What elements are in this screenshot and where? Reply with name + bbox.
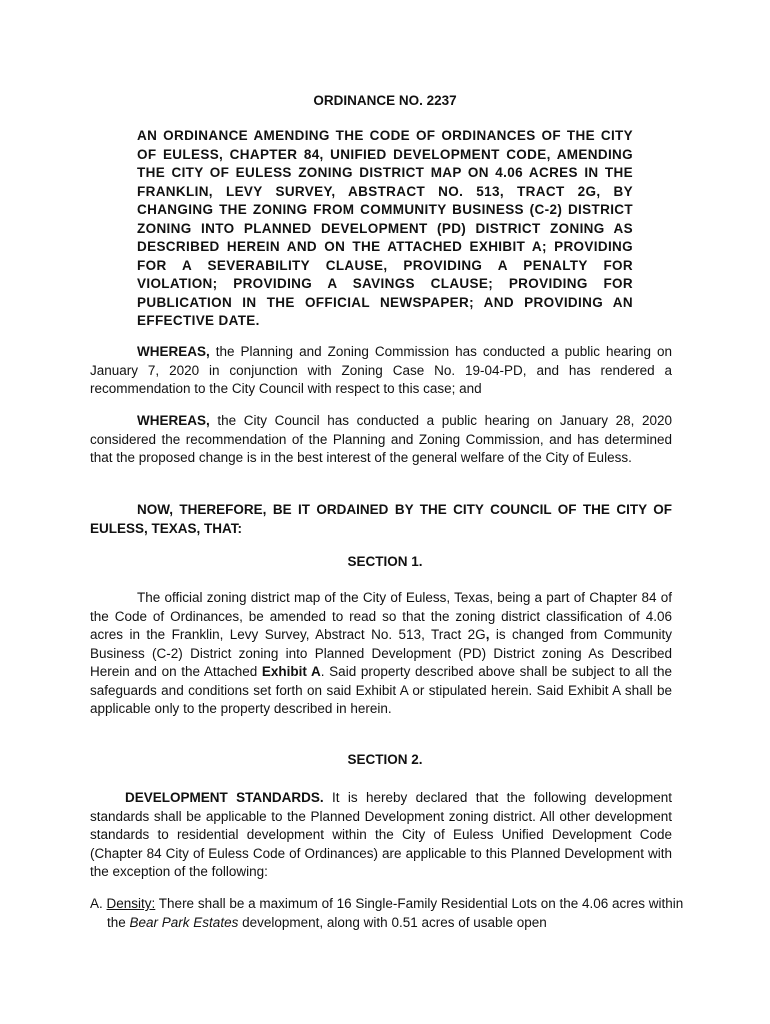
list-item-density — [90, 895, 697, 932]
whereas-text: the City Council has conducted a public hearing on January 28, 2020 considered the recommendation of the Planning and Zoning Commission, and has determined that the proposed change is in the best interest of the general welfare of the City of Euless. — [90, 413, 672, 465]
density-label: Density: — [106, 896, 156, 911]
density-text: There shall be a maximum of 16 Single-Family Residential Lots on the 4.06 acres within the — [107, 896, 684, 930]
exhibit-reference: Exhibit A — [261, 664, 321, 679]
section-2-text: It is hereby declared that the following development standards shall be applicable to the Planned Development zoning district. All other development standards to residential development within the City of Euless Unified Development Code (Chapter 84 City of Euless Code of Ordinances) are applicable to this Planned Development with the exception of the following: — [90, 790, 673, 879]
whereas-paragraph-2 — [90, 412, 672, 468]
section-2-paragraph — [90, 789, 672, 882]
whereas-lead: WHEREAS, — [137, 413, 210, 428]
section-1-text: is changed from Community Business (C-2) District zoning into Planned Development (PD) District zoning As Described Herein and on the Attached — [90, 627, 672, 679]
section-1-paragraph — [90, 589, 672, 719]
section-1-heading: SECTION 1. — [347, 554, 423, 569]
density-text: development, along with 0.51 acres of usable open — [238, 914, 547, 930]
estate-name: Bear Park Estates — [129, 914, 239, 930]
list-marker: A. — [90, 896, 107, 911]
ordained-clause: NOW, THEREFORE, BE IT ORDAINED BY THE CITY COUNCIL OF THE CITY OF EULESS, TEXAS, THAT: — [90, 502, 672, 536]
section-1-text: The official zoning district map of the City of Euless, Texas, being a part of Chapter 84 of the Code of Ordinances, be amended to read so that the zoning district classification of 4.06 acres in the Franklin, Levy Survey, Abstract No. 513, Tract 2G — [90, 590, 672, 642]
development-standards-lead: DEVELOPMENT STANDARDS. — [125, 790, 324, 805]
whereas-lead: WHEREAS, — [137, 344, 210, 359]
section-2-heading: SECTION 2. — [347, 752, 423, 767]
whereas-paragraph-1 — [90, 343, 672, 399]
section-1-text: . Said property described above shall be subject to all the safeguards and conditions set forth on said Exhibit A or stipulated herein. Said Exhibit A shall be applicable only to the property described in herein. — [90, 664, 672, 716]
section-1-comma: , — [485, 627, 490, 642]
whereas-text: the Planning and Zoning Commission has conducted a public hearing on January 7, 2020 in conjunction with Zoning Case No. 19-04-PD, and has rendered a recommendation to the City Council with respect to this case; and — [90, 344, 672, 396]
ordinance-caption: AN ORDINANCE AMENDING THE CODE OF ORDINANCES OF THE CITY OF EULESS, CHAPTER 84, UNIFIED DEVELOPMENT CODE, AMENDING THE CITY OF EULESS ZONING DISTRICT MAP ON 4.06 ACRES IN THE FRANKLIN, LEVY SURVEY, ABSTRACT NO. 513, TRACT 2G, BY CHANGING THE ZONING FROM COMMUNITY BUSINESS (C-2) DISTRICT ZONING INTO PLANNED DEVELOPMENT (PD) DISTRICT ZONING AS DESCRIBED HEREIN AND ON THE ATTACHED EXHIBIT A; PROVIDING FOR A SEVERABILITY CLAUSE, PROVIDING A PENALTY FOR VIOLATION; PROVIDING A SAVINGS CLAUSE; PROVIDING FOR PUBLICATION IN THE OFFICIAL NEWSPAPER; AND PROVIDING AN EFFECTIVE DATE. — [137, 128, 633, 328]
ordinance-title: ORDINANCE NO. 2237 — [313, 93, 457, 108]
